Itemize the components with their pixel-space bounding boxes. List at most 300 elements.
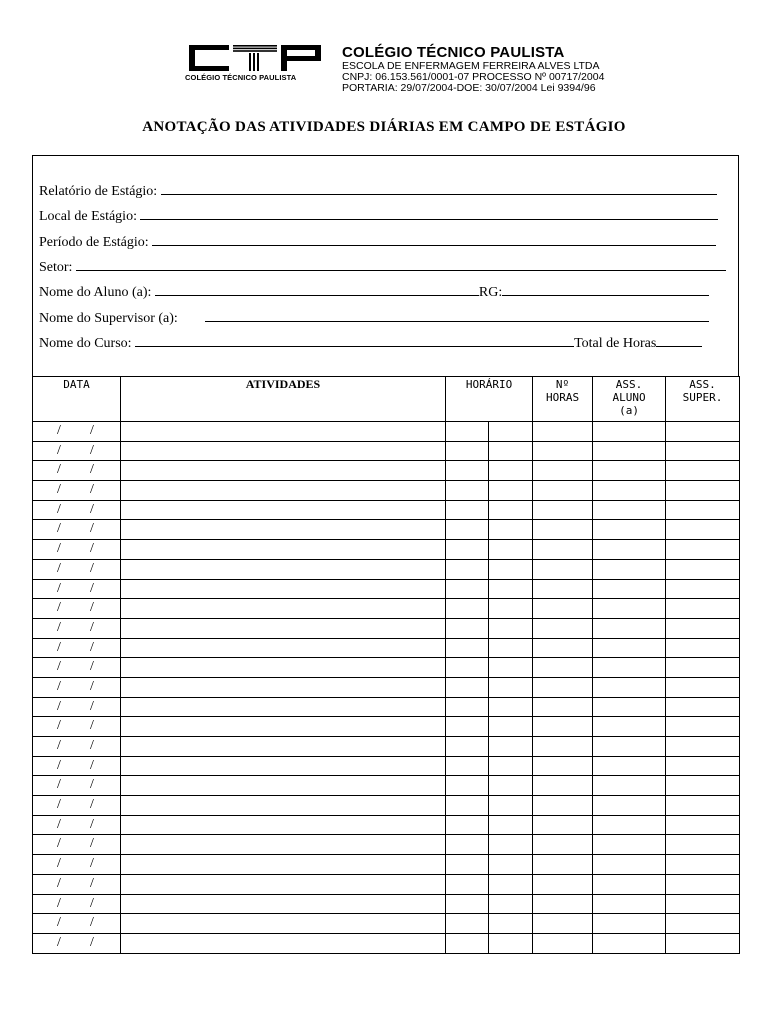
cell-horario-fim[interactable] <box>489 756 533 776</box>
cell-num-horas[interactable] <box>533 776 593 796</box>
date-separator: / <box>90 856 94 872</box>
cell-ass-super[interactable] <box>666 618 740 638</box>
cell-data[interactable] <box>33 559 121 579</box>
cell-num-horas[interactable] <box>533 441 593 461</box>
cell-horario-fim[interactable] <box>489 658 533 678</box>
cell-data[interactable] <box>33 540 121 560</box>
cell-ass-super[interactable] <box>666 540 740 560</box>
table-row <box>33 677 740 697</box>
label-setor: Setor: <box>39 260 73 275</box>
date-separator: / <box>90 836 94 852</box>
cell-ass-aluno[interactable] <box>593 540 666 560</box>
table-row <box>33 520 740 540</box>
date-separator: / <box>90 541 94 557</box>
header-ass-aluno <box>593 377 666 422</box>
table-row <box>33 422 740 442</box>
cell-num-horas[interactable] <box>533 559 593 579</box>
document-title: ANOTAÇÃO DAS ATIVIDADES DIÁRIAS EM CAMPO DE ESTÁGIO <box>142 119 626 135</box>
header-ass-aluno-line2: ALUNO <box>612 391 646 404</box>
cell-atividade[interactable] <box>121 874 446 894</box>
cell-data[interactable] <box>33 461 121 481</box>
header-ass-super <box>666 377 740 422</box>
line-local[interactable] <box>140 207 718 220</box>
cell-atividade[interactable] <box>121 717 446 737</box>
cell-horario-inicio[interactable] <box>446 815 489 835</box>
cell-ass-aluno[interactable] <box>593 422 666 442</box>
cell-horario-inicio[interactable] <box>446 933 489 953</box>
date-separator: / <box>57 442 61 458</box>
cell-atividade[interactable] <box>121 481 446 501</box>
table-row <box>33 540 740 560</box>
school-line-3: PORTARIA: 29/07/2004-DOE: 30/07/2004 Lei 9394/96 <box>342 82 596 94</box>
line-relatorio[interactable] <box>161 182 717 195</box>
cell-ass-super[interactable] <box>666 874 740 894</box>
table-row <box>33 481 740 501</box>
cell-num-horas[interactable] <box>533 520 593 540</box>
cell-ass-aluno[interactable] <box>593 835 666 855</box>
cell-data[interactable] <box>33 756 121 776</box>
cell-ass-aluno[interactable] <box>593 599 666 619</box>
table-row <box>33 835 740 855</box>
date-separator: / <box>90 462 94 478</box>
table-row <box>33 815 740 835</box>
cell-horario-inicio[interactable] <box>446 894 489 914</box>
date-separator: / <box>57 718 61 734</box>
cell-ass-super[interactable] <box>666 894 740 914</box>
cell-ass-aluno[interactable] <box>593 914 666 934</box>
cell-horario-fim[interactable] <box>489 697 533 717</box>
info-form <box>32 155 739 377</box>
table-row <box>33 618 740 638</box>
date-separator: / <box>57 482 61 498</box>
line-supervisor[interactable] <box>205 309 709 322</box>
cell-num-horas[interactable] <box>533 422 593 442</box>
date-separator: / <box>90 895 94 911</box>
cell-num-horas[interactable] <box>533 737 593 757</box>
cell-atividade[interactable] <box>121 835 446 855</box>
cell-ass-aluno[interactable] <box>593 658 666 678</box>
cell-ass-aluno[interactable] <box>593 579 666 599</box>
date-separator: / <box>57 619 61 635</box>
cell-num-horas[interactable] <box>533 599 593 619</box>
field-aluno[interactable] <box>39 283 709 301</box>
date-separator: / <box>57 423 61 438</box>
cell-horario-inicio[interactable] <box>446 855 489 875</box>
date-separator: / <box>90 501 94 517</box>
cell-ass-aluno[interactable] <box>593 737 666 757</box>
field-periodo[interactable] <box>39 233 716 251</box>
field-relatorio[interactable] <box>39 182 717 200</box>
cell-ass-super[interactable] <box>666 520 740 540</box>
cell-horario-fim[interactable] <box>489 717 533 737</box>
cell-ass-super[interactable] <box>666 677 740 697</box>
cell-atividade[interactable] <box>121 855 446 875</box>
date-separator: / <box>90 560 94 576</box>
cell-atividade[interactable] <box>121 441 446 461</box>
cell-ass-super[interactable] <box>666 658 740 678</box>
cell-ass-aluno[interactable] <box>593 441 666 461</box>
cell-num-horas[interactable] <box>533 618 593 638</box>
header-data: DATA <box>33 377 121 422</box>
cell-horario-fim[interactable] <box>489 579 533 599</box>
cell-horario-fim[interactable] <box>489 677 533 697</box>
cell-data[interactable] <box>33 638 121 658</box>
field-supervisor[interactable] <box>39 309 709 327</box>
date-separator: / <box>90 934 94 950</box>
date-separator: / <box>90 442 94 458</box>
cell-horario-inicio[interactable] <box>446 914 489 934</box>
cell-num-horas[interactable] <box>533 914 593 934</box>
cell-atividade[interactable] <box>121 914 446 934</box>
cell-ass-aluno[interactable] <box>593 481 666 501</box>
label-aluno: Nome do Aluno (a): <box>39 285 152 300</box>
table-row <box>33 717 740 737</box>
date-separator: / <box>90 521 94 537</box>
cell-horario-inicio[interactable] <box>446 579 489 599</box>
cell-atividade[interactable] <box>121 796 446 816</box>
cell-horario-inicio[interactable] <box>446 481 489 501</box>
field-curso[interactable] <box>39 334 702 352</box>
cell-num-horas[interactable] <box>533 540 593 560</box>
cell-atividade[interactable] <box>121 540 446 560</box>
cell-horario-fim[interactable] <box>489 481 533 501</box>
cell-ass-aluno[interactable] <box>593 796 666 816</box>
date-separator: / <box>90 757 94 773</box>
cell-horario-fim[interactable] <box>489 737 533 757</box>
cell-atividade[interactable] <box>121 776 446 796</box>
school-name: COLÉGIO TÉCNICO PAULISTA <box>342 44 565 61</box>
table-row <box>33 638 740 658</box>
cell-data[interactable] <box>33 618 121 638</box>
cell-horario-fim[interactable] <box>489 855 533 875</box>
cell-atividade[interactable] <box>121 677 446 697</box>
cell-data[interactable] <box>33 481 121 501</box>
date-separator: / <box>90 915 94 931</box>
cell-atividade[interactable] <box>121 559 446 579</box>
cell-num-horas[interactable] <box>533 717 593 737</box>
date-separator: / <box>90 718 94 734</box>
date-separator: / <box>90 777 94 793</box>
cell-data[interactable] <box>33 579 121 599</box>
cell-atividade[interactable] <box>121 422 446 442</box>
cell-num-horas[interactable] <box>533 933 593 953</box>
table-row <box>33 874 740 894</box>
date-separator: / <box>57 462 61 478</box>
cell-ass-aluno[interactable] <box>593 638 666 658</box>
cell-horario-inicio[interactable] <box>446 540 489 560</box>
line-periodo[interactable] <box>152 233 716 246</box>
date-separator: / <box>57 816 61 832</box>
date-separator: / <box>90 659 94 675</box>
cell-ass-aluno[interactable] <box>593 618 666 638</box>
cell-horario-fim[interactable] <box>489 461 533 481</box>
cell-ass-aluno[interactable] <box>593 677 666 697</box>
cell-num-horas[interactable] <box>533 874 593 894</box>
cell-horario-inicio[interactable] <box>446 776 489 796</box>
date-separator: / <box>57 856 61 872</box>
header-ass-super-line1: ASS. <box>689 378 716 391</box>
cell-ass-super[interactable] <box>666 855 740 875</box>
cell-num-horas[interactable] <box>533 481 593 501</box>
cell-data[interactable] <box>33 422 121 442</box>
table-row <box>33 914 740 934</box>
line-aluno[interactable] <box>155 283 479 296</box>
header-horario: HORÁRIO <box>446 377 533 422</box>
field-local[interactable] <box>39 207 718 225</box>
cell-ass-aluno[interactable] <box>593 894 666 914</box>
cell-data[interactable] <box>33 599 121 619</box>
header-ass-aluno-line3: (a) <box>619 404 639 417</box>
date-separator: / <box>57 580 61 596</box>
cell-horario-inicio[interactable] <box>446 618 489 638</box>
cell-horario-inicio[interactable] <box>446 422 489 442</box>
field-setor[interactable] <box>39 258 726 276</box>
cell-num-horas[interactable] <box>533 579 593 599</box>
label-relatorio: Relatório de Estágio: <box>39 184 158 199</box>
cell-num-horas[interactable] <box>533 894 593 914</box>
cell-horario-inicio[interactable] <box>446 461 489 481</box>
cell-horario-inicio[interactable] <box>446 658 489 678</box>
cell-ass-aluno[interactable] <box>593 559 666 579</box>
cell-ass-super[interactable] <box>666 776 740 796</box>
cell-data[interactable] <box>33 835 121 855</box>
date-separator: / <box>57 639 61 655</box>
table-row <box>33 697 740 717</box>
date-separator: / <box>57 915 61 931</box>
cell-data[interactable] <box>33 874 121 894</box>
cell-horario-inicio[interactable] <box>446 737 489 757</box>
date-separator: / <box>57 875 61 891</box>
cell-data[interactable] <box>33 658 121 678</box>
label-total-horas: Total de Horas <box>574 336 657 351</box>
cell-ass-super[interactable] <box>666 500 740 520</box>
cell-ass-aluno[interactable] <box>593 776 666 796</box>
cell-num-horas[interactable] <box>533 815 593 835</box>
cell-horario-fim[interactable] <box>489 815 533 835</box>
cell-data[interactable] <box>33 815 121 835</box>
table-row <box>33 737 740 757</box>
cell-data[interactable] <box>33 441 121 461</box>
cell-ass-super[interactable] <box>666 737 740 757</box>
cell-num-horas[interactable] <box>533 500 593 520</box>
cell-horario-fim[interactable] <box>489 894 533 914</box>
cell-num-horas[interactable] <box>533 461 593 481</box>
cell-ass-aluno[interactable] <box>593 520 666 540</box>
cell-ass-super[interactable] <box>666 717 740 737</box>
table-header-row <box>33 377 740 422</box>
activities-table <box>32 376 740 954</box>
date-separator: / <box>90 639 94 655</box>
cell-horario-fim[interactable] <box>489 520 533 540</box>
date-separator: / <box>90 698 94 714</box>
cell-atividade[interactable] <box>121 461 446 481</box>
cell-horario-inicio[interactable] <box>446 717 489 737</box>
cell-horario-fim[interactable] <box>489 874 533 894</box>
table-row <box>33 933 740 953</box>
date-separator: / <box>90 482 94 498</box>
header-ass-super-line2: SUPER. <box>682 391 723 404</box>
cell-horario-fim[interactable] <box>489 540 533 560</box>
header-atividades: ATIVIDADES <box>121 377 446 422</box>
cell-horario-inicio[interactable] <box>446 559 489 579</box>
cell-ass-super[interactable] <box>666 914 740 934</box>
cell-horario-inicio[interactable] <box>446 677 489 697</box>
cell-atividade[interactable] <box>121 599 446 619</box>
cell-num-horas[interactable] <box>533 638 593 658</box>
date-separator: / <box>57 600 61 616</box>
label-supervisor: Nome do Supervisor (a): <box>39 311 178 326</box>
cell-ass-super[interactable] <box>666 815 740 835</box>
table-row <box>33 599 740 619</box>
school-header <box>185 44 625 98</box>
date-separator: / <box>57 560 61 576</box>
cell-ass-super[interactable] <box>666 835 740 855</box>
cell-atividade[interactable] <box>121 697 446 717</box>
date-separator: / <box>57 659 61 675</box>
cell-ass-super[interactable] <box>666 559 740 579</box>
cell-atividade[interactable] <box>121 815 446 835</box>
cell-horario-inicio[interactable] <box>446 500 489 520</box>
date-separator: / <box>57 738 61 753</box>
line-setor[interactable] <box>76 258 726 271</box>
cell-horario-fim[interactable] <box>489 914 533 934</box>
table-row <box>33 756 740 776</box>
date-separator: / <box>90 423 94 438</box>
cell-ass-super[interactable] <box>666 756 740 776</box>
logo-caption: COLÉGIO TÉCNICO PAULISTA <box>185 73 297 82</box>
date-separator: / <box>90 600 94 616</box>
cell-atividade[interactable] <box>121 618 446 638</box>
date-separator: / <box>90 580 94 596</box>
cell-horario-fim[interactable] <box>489 618 533 638</box>
cell-atividade[interactable] <box>121 579 446 599</box>
cell-num-horas[interactable] <box>533 658 593 678</box>
cell-horario-fim[interactable] <box>489 500 533 520</box>
cell-ass-super[interactable] <box>666 697 740 717</box>
cell-ass-aluno[interactable] <box>593 815 666 835</box>
cell-data[interactable] <box>33 914 121 934</box>
cell-data[interactable] <box>33 717 121 737</box>
cell-ass-aluno[interactable] <box>593 461 666 481</box>
line-rg[interactable] <box>502 283 709 296</box>
cell-horario-fim[interactable] <box>489 796 533 816</box>
cell-num-horas[interactable] <box>533 756 593 776</box>
table-row <box>33 796 740 816</box>
cell-horario-fim[interactable] <box>489 422 533 442</box>
cell-ass-super[interactable] <box>666 441 740 461</box>
date-separator: / <box>57 934 61 950</box>
cell-horario-inicio[interactable] <box>446 835 489 855</box>
cell-data[interactable] <box>33 677 121 697</box>
cell-ass-super[interactable] <box>666 933 740 953</box>
cell-atividade[interactable] <box>121 756 446 776</box>
date-separator: / <box>57 501 61 517</box>
date-separator: / <box>90 678 94 694</box>
cell-atividade[interactable] <box>121 737 446 757</box>
cell-num-horas[interactable] <box>533 855 593 875</box>
label-local: Local de Estágio: <box>39 209 137 224</box>
line-curso[interactable] <box>135 334 574 347</box>
cell-horario-inicio[interactable] <box>446 441 489 461</box>
cell-ass-super[interactable] <box>666 422 740 442</box>
table-row <box>33 500 740 520</box>
cell-horario-inicio[interactable] <box>446 697 489 717</box>
date-separator: / <box>57 895 61 911</box>
cell-horario-fim[interactable] <box>489 835 533 855</box>
cell-horario-fim[interactable] <box>489 559 533 579</box>
cell-horario-fim[interactable] <box>489 599 533 619</box>
cell-horario-inicio[interactable] <box>446 796 489 816</box>
cell-ass-super[interactable] <box>666 481 740 501</box>
cell-data[interactable] <box>33 500 121 520</box>
cell-ass-super[interactable] <box>666 579 740 599</box>
cell-data[interactable] <box>33 796 121 816</box>
cell-ass-aluno[interactable] <box>593 500 666 520</box>
cell-ass-aluno[interactable] <box>593 756 666 776</box>
school-line-2: CNPJ: 06.153.561/0001-07 PROCESSO Nº 00717/2004 <box>342 71 605 83</box>
cell-ass-super[interactable] <box>666 599 740 619</box>
table-row <box>33 559 740 579</box>
header-num-horas <box>533 377 593 422</box>
cell-ass-aluno[interactable] <box>593 933 666 953</box>
cell-horario-inicio[interactable] <box>446 599 489 619</box>
cell-data[interactable] <box>33 520 121 540</box>
cell-atividade[interactable] <box>121 658 446 678</box>
date-separator: / <box>57 777 61 793</box>
cell-num-horas[interactable] <box>533 697 593 717</box>
cell-ass-aluno[interactable] <box>593 874 666 894</box>
date-separator: / <box>90 738 94 753</box>
cell-horario-inicio[interactable] <box>446 874 489 894</box>
cell-horario-inicio[interactable] <box>446 756 489 776</box>
date-separator: / <box>57 757 61 773</box>
cell-atividade[interactable] <box>121 894 446 914</box>
cell-horario-fim[interactable] <box>489 441 533 461</box>
cell-ass-super[interactable] <box>666 796 740 816</box>
label-rg: RG: <box>478 285 503 300</box>
cell-data[interactable] <box>33 697 121 717</box>
cell-num-horas[interactable] <box>533 835 593 855</box>
cell-atividade[interactable] <box>121 933 446 953</box>
cell-data[interactable] <box>33 894 121 914</box>
cell-atividade[interactable] <box>121 520 446 540</box>
cell-ass-super[interactable] <box>666 461 740 481</box>
cell-ass-aluno[interactable] <box>593 855 666 875</box>
cell-horario-fim[interactable] <box>489 638 533 658</box>
cell-data[interactable] <box>33 933 121 953</box>
cell-num-horas[interactable] <box>533 677 593 697</box>
cell-num-horas[interactable] <box>533 796 593 816</box>
date-separator: / <box>90 797 94 813</box>
cell-data[interactable] <box>33 855 121 875</box>
cell-horario-inicio[interactable] <box>446 520 489 540</box>
date-separator: / <box>57 836 61 852</box>
cell-atividade[interactable] <box>121 500 446 520</box>
cell-ass-super[interactable] <box>666 638 740 658</box>
cell-ass-aluno[interactable] <box>593 717 666 737</box>
cell-horario-inicio[interactable] <box>446 638 489 658</box>
date-separator: / <box>90 619 94 635</box>
date-separator: / <box>57 541 61 557</box>
cell-atividade[interactable] <box>121 638 446 658</box>
cell-data[interactable] <box>33 776 121 796</box>
cell-horario-fim[interactable] <box>489 933 533 953</box>
cell-horario-fim[interactable] <box>489 776 533 796</box>
cell-ass-aluno[interactable] <box>593 697 666 717</box>
line-total-horas[interactable] <box>656 334 702 347</box>
table-row <box>33 461 740 481</box>
cell-data[interactable] <box>33 737 121 757</box>
